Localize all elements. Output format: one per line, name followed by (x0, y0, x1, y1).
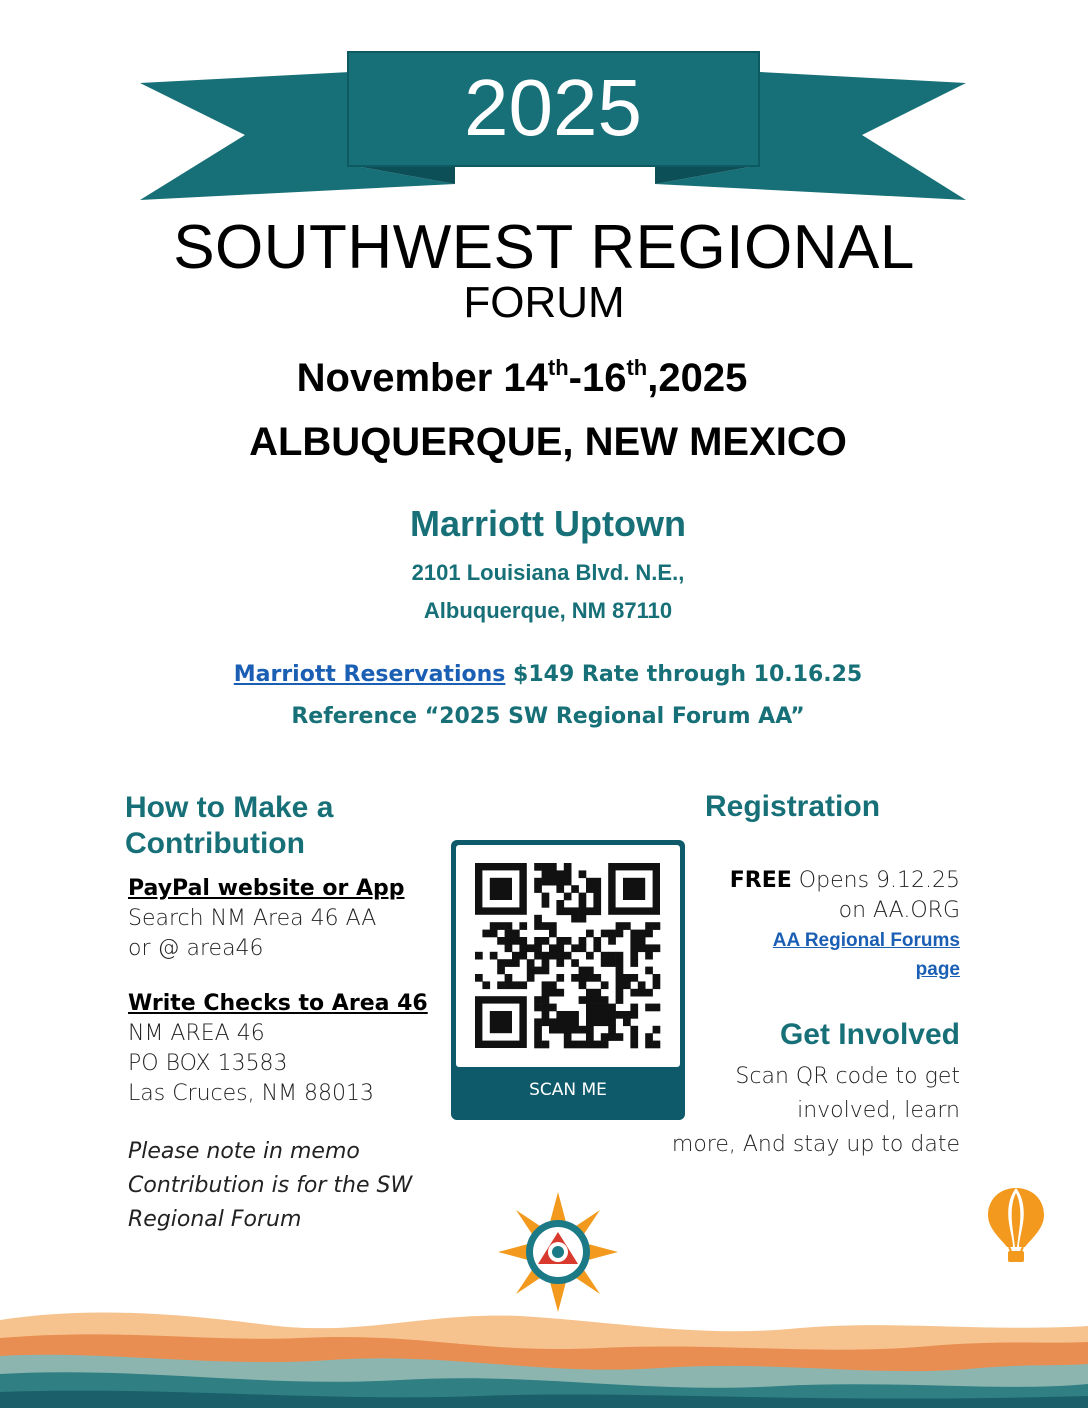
contribution-details: PayPal website or App Search NM Area 46 AA or @ area46 Write Checks to Area 46 NM AREA 46 PO BOX 13583 Las Cruces, NM 88013 Please note in memo Contribution is for the SW Regional Forum (128, 874, 448, 1237)
registration-heading: Registration (705, 790, 881, 823)
registration-details: FREE Opens 9.12.25 on AA.ORG AA Regional Forums page (729, 868, 960, 980)
aa-regional-forums-page-link[interactable]: page (915, 959, 960, 980)
reservation-line: Marriott Reservations $149 Rate through 10.16.25 (233, 662, 863, 687)
venue-address-line1: 2101 Louisiana Blvd. N.E., (411, 560, 685, 585)
event-title: SOUTHWEST REGIONAL (173, 213, 915, 282)
reservation-reference: Reference “2025 SW Regional Forum AA” (291, 704, 805, 729)
event-city: ALBUQUERQUE, NEW MEXICO (249, 420, 847, 464)
mountain-landscape-footer (0, 1298, 1088, 1408)
contribution-heading: How to Make a Contribution (125, 791, 334, 860)
get-involved-heading: Get Involved (779, 1018, 960, 1051)
get-involved-text: Scan QR code to get involved, learn more, And stay up to date (671, 1064, 960, 1157)
aa-regional-forums-link[interactable]: AA Regional Forums (772, 930, 960, 951)
scan-me-label: SCAN ME (529, 1080, 607, 1100)
event-subtitle: FORUM (463, 278, 625, 327)
venue-address-line2: Albuquerque, NM 87110 (423, 598, 673, 623)
paypal-title: PayPal website or App (128, 876, 405, 901)
marriott-reservations-link[interactable]: Marriott Reservations (233, 662, 506, 687)
event-dates: November 14th-16th,2025 (296, 355, 748, 400)
venue-name: Marriott Uptown (410, 503, 686, 544)
area-46-sun-logo-icon (496, 1190, 620, 1314)
hot-air-balloon-icon (985, 1185, 1047, 1265)
checks-title: Write Checks to Area 46 (128, 991, 428, 1016)
banner-year: 2025 (464, 63, 642, 152)
